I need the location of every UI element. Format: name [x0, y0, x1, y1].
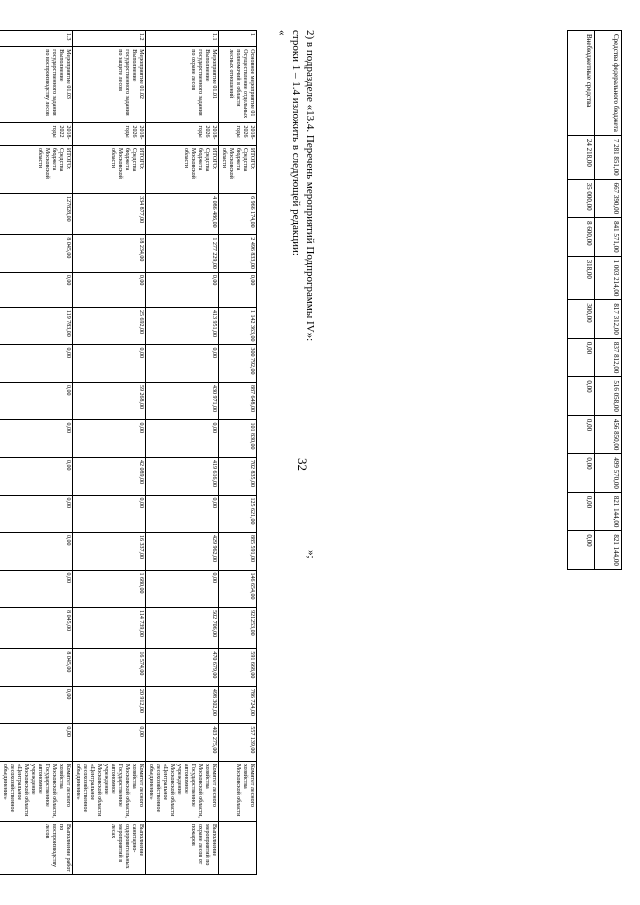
- cell: 821 144,00: [595, 492, 622, 531]
- row-label: Внебюджетные средства: [568, 31, 595, 136]
- value-cell: 16 337,00: [73, 533, 146, 571]
- row-label: Средства федерального бюджета: [595, 31, 622, 136]
- measure-name: Основное мероприятие 01 Осуществление отдельных полномочий в области лесных отношений: [219, 47, 257, 123]
- value-cell: 470 679,00: [146, 649, 219, 687]
- row-number: 1.3: [0, 31, 73, 47]
- value-cell: 59 268,00: [73, 382, 146, 420]
- value-cell: 702 835,00: [219, 458, 257, 496]
- cell: 817 312,00: [595, 300, 622, 339]
- value-cell: 0,00: [146, 272, 219, 307]
- intro-line-2: строки 1 – 1.4 изложить в следующей редакции:: [290, 30, 302, 256]
- funding-source: ИТОГО: Средства бюджета Московской области: [219, 145, 257, 193]
- value-cell: 0,00: [146, 570, 219, 608]
- years: 2018-2022 годы: [0, 123, 73, 145]
- cell: 456 850,00: [595, 415, 622, 454]
- cell: 841 571,00: [595, 218, 622, 257]
- value-cell: 125 621,00: [219, 495, 257, 533]
- value-cell: 0,00: [0, 724, 73, 762]
- intro-text: [275, 30, 317, 590]
- value-cell: 300 792,00: [219, 345, 257, 383]
- rotated-content: [2, 30, 622, 875]
- cell: 7 281 851,00: [595, 135, 622, 179]
- measure-name: Мероприятие 01.02 Выполнение государственного задания по защите лесов: [73, 47, 146, 123]
- value-cell: 127828,00: [0, 194, 73, 235]
- value-cell: 0,00: [73, 420, 146, 458]
- value-cell: 0,00: [73, 272, 146, 307]
- value-cell: 20 912,00: [73, 686, 146, 724]
- value-cell: 557 139,00: [219, 724, 257, 762]
- value-cell: 591 668,00: [219, 649, 257, 687]
- value-cell: 0,00: [0, 686, 73, 724]
- intro-line-1: 2) в подразделе «13.4. Перечень мероприятий Подпрограммы IV»:: [304, 30, 316, 342]
- value-cell: 430 971,00: [146, 382, 219, 420]
- table-row: [595, 31, 622, 570]
- table-row: [73, 31, 146, 875]
- measure-name: Мероприятие 01.03 Выполнение государственного задания по воспроизводству лесов: [0, 47, 73, 123]
- cell: 516 058,00: [595, 377, 622, 416]
- cell: 8 600,00: [568, 218, 595, 257]
- value-cell: 42 089,00: [73, 458, 146, 496]
- table-row: [568, 31, 595, 570]
- value-cell: 0,00: [73, 495, 146, 533]
- responsible: Комитет лесного хозяйства Московской области, Государственное автономное учреждение Московской области «Центральное лесохозяйственное объединение»: [146, 761, 219, 821]
- value-cell: 1 277 229,00: [146, 235, 219, 273]
- value-cell: 1 142 363,00: [219, 307, 257, 345]
- value-cell: 429 962,00: [146, 533, 219, 571]
- years: 2018-2026 годы: [73, 123, 146, 145]
- value-cell: 18 234,00: [73, 235, 146, 273]
- value-cell: 114 739,00: [73, 608, 146, 649]
- funding-source: ИТОГО: Средства бюджета Московской области: [146, 145, 219, 193]
- value-cell: 502 706,00: [146, 608, 219, 649]
- value-cell: 16 574,00: [73, 649, 146, 687]
- value-cell: 0,00: [146, 495, 219, 533]
- row-number: 1.2: [73, 31, 146, 47]
- measures-table: [0, 30, 257, 875]
- value-cell: 25 692,00: [73, 307, 146, 345]
- value-cell: 921253,00: [219, 608, 257, 649]
- cell: 0,00: [568, 338, 595, 377]
- value-cell: 8 045,00: [0, 649, 73, 687]
- value-cell: 8 045,00: [0, 608, 73, 649]
- value-cell: 498 302,00: [146, 686, 219, 724]
- responsible: Комитет лесного хозяйства Московской области, Государственное автономное учреждение Московской области «Центральное лесохозяйственное объединение»: [0, 761, 73, 821]
- cell: 318,00: [568, 256, 595, 300]
- cell: 300,00: [568, 300, 595, 339]
- value-cell: 403 275,00: [146, 724, 219, 762]
- result: Выполнение работ по воспроизводству лесов: [0, 822, 73, 875]
- result: Выполнение мероприятий по охране лесов от пожаров: [146, 822, 219, 875]
- funding-source: ИТОГО: Средства бюджета Московской области: [73, 145, 146, 193]
- value-cell: 1 680,00: [73, 570, 146, 608]
- cell: 1 003 214,00: [595, 256, 622, 300]
- value-cell: 0,00: [73, 345, 146, 383]
- cell: 24 218,00: [568, 135, 595, 179]
- value-cell: 786 724,00: [219, 686, 257, 724]
- row-number: 1.1: [146, 31, 219, 47]
- value-cell: 0,00: [0, 495, 73, 533]
- cell: 0,00: [568, 377, 595, 416]
- value-cell: 6 966 174,00: [219, 194, 257, 235]
- value-cell: 0,00: [0, 570, 73, 608]
- value-cell: 101 830,00: [219, 420, 257, 458]
- value-cell: 119 783,00: [0, 307, 73, 345]
- cell: 821 144,00: [595, 531, 622, 570]
- cell: 837 812,00: [595, 338, 622, 377]
- responsible: Комитет лесного хозяйства Московской области: [219, 761, 257, 821]
- value-cell: 413 951,00: [146, 307, 219, 345]
- years: 2018-2026 годы: [219, 123, 257, 145]
- value-cell: 146 654,00: [219, 570, 257, 608]
- value-cell: 0,00: [219, 272, 257, 307]
- row-number: 1: [219, 31, 257, 47]
- value-cell: 0,00: [146, 420, 219, 458]
- cell: 499 570,00: [595, 454, 622, 493]
- cell: 0,00: [568, 454, 595, 493]
- value-cell: 0,00: [0, 458, 73, 496]
- table-row: [219, 31, 257, 875]
- cell: 0,00: [568, 531, 595, 570]
- value-cell: 0,00: [0, 533, 73, 571]
- value-cell: 0,00: [73, 724, 146, 762]
- value-cell: 2 496 833,00: [219, 235, 257, 273]
- value-cell: 0,00: [0, 345, 73, 383]
- quote-close: »;: [305, 550, 317, 559]
- value-cell: 334 877,00: [73, 194, 146, 235]
- result: [219, 822, 257, 875]
- result: Выполнение санитарно-оздоровительных мероприятий в лесах: [73, 822, 146, 875]
- value-cell: 887 648,00: [219, 382, 257, 420]
- measure-name: Мероприятие 01.01 Выполнение государственного задания по охране лесов: [146, 47, 219, 123]
- value-cell: 0,00: [0, 420, 73, 458]
- table-row: [146, 31, 219, 875]
- value-cell: 0,00: [0, 272, 73, 307]
- cell: 0,00: [568, 415, 595, 454]
- cell: 35 000,00: [568, 179, 595, 218]
- responsible: Комитет лесного хозяйства Московской области, Государственное автономное учреждение Московской области «Центральное лесохозяйственное объединение»: [73, 761, 146, 821]
- page-number: 32: [295, 458, 310, 471]
- value-cell: 8 045,00: [0, 235, 73, 273]
- quote-open: «: [276, 30, 288, 36]
- cell: 0,00: [568, 492, 595, 531]
- value-cell: 0,00: [146, 345, 219, 383]
- value-cell: 885 591,00: [219, 533, 257, 571]
- funding-source: ИТОГО: Средства бюджета Московской области: [0, 145, 73, 193]
- years: 2018-2026 годы: [146, 123, 219, 145]
- top-table: [567, 30, 622, 570]
- value-cell: 0,00: [0, 382, 73, 420]
- value-cell: 4 086 486,00: [146, 194, 219, 235]
- value-cell: 419 616,00: [146, 458, 219, 496]
- table-row: [0, 31, 73, 875]
- cell: 667 390,00: [595, 179, 622, 218]
